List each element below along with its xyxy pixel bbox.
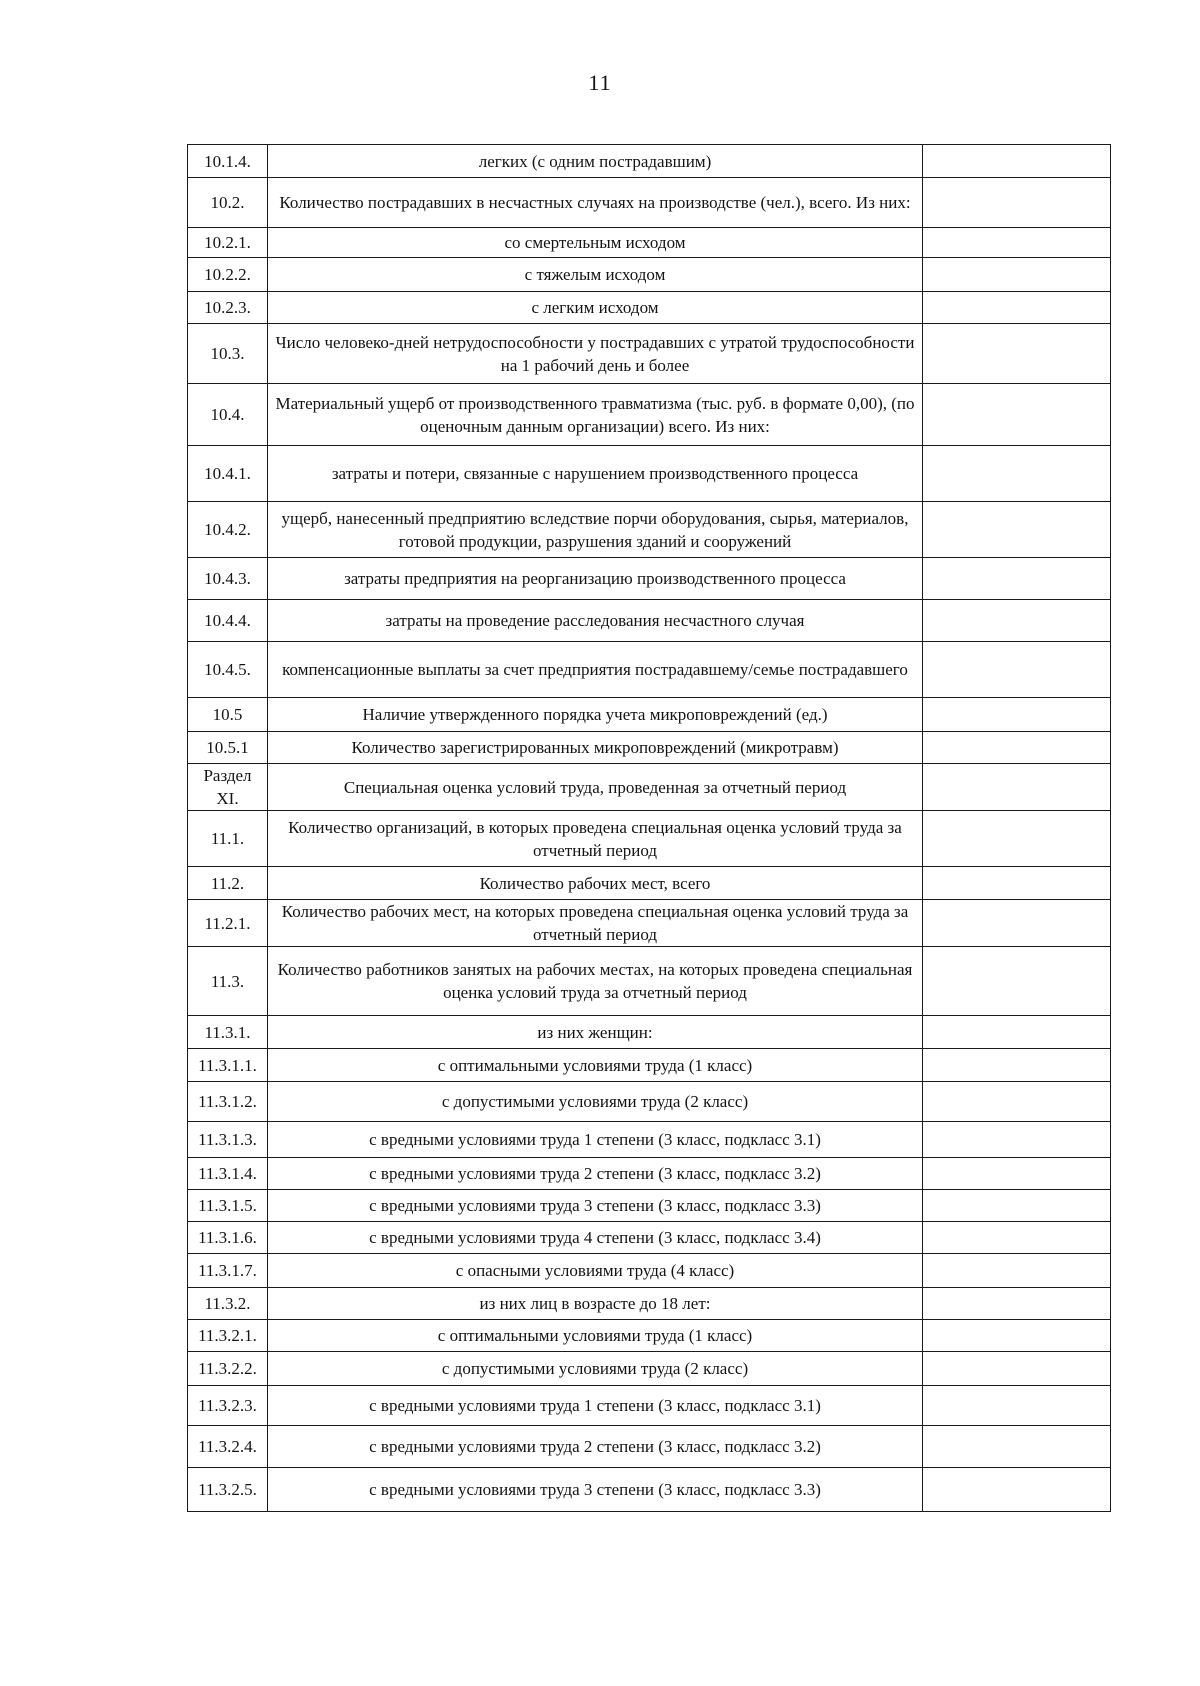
table-row (188, 292, 1111, 324)
table-row (188, 384, 1111, 446)
item-number-cell: 11.3.2.4. (188, 1426, 268, 1468)
value-input-cell[interactable] (923, 292, 1111, 324)
item-number-cell: Раздел XI. (188, 764, 268, 811)
item-number-cell: 10.4.2. (188, 502, 268, 558)
value-input-cell[interactable] (923, 1320, 1111, 1352)
item-number-cell: 11.3.2.2. (188, 1352, 268, 1386)
item-description-cell: Количество пострадавших в несчастных случаях на производстве (чел.), всего. Из них: (268, 178, 923, 228)
item-number-cell: 11.3.1.4. (188, 1158, 268, 1190)
item-number-cell: 11.2.1. (188, 900, 268, 947)
value-input-cell[interactable] (923, 324, 1111, 384)
item-number-cell: 11.1. (188, 811, 268, 867)
table-row (188, 732, 1111, 764)
item-description-cell: компенсационные выплаты за счет предприятия пострадавшему/семье пострадавшего (268, 642, 923, 698)
item-number-cell: 11.3.1. (188, 1016, 268, 1049)
table-row (188, 1254, 1111, 1288)
item-number-cell: 10.4.3. (188, 558, 268, 600)
value-input-cell[interactable] (923, 446, 1111, 502)
item-description-cell: с вредными условиями труда 1 степени (3 класс, подкласс 3.1) (268, 1386, 923, 1426)
table-row (188, 324, 1111, 384)
item-description-cell: с допустимыми условиями труда (2 класс) (268, 1352, 923, 1386)
value-input-cell[interactable] (923, 600, 1111, 642)
item-description-cell: Количество зарегистрированных микроповреждений (микротравм) (268, 732, 923, 764)
table-row (188, 1352, 1111, 1386)
item-description-cell: Количество рабочих мест, на которых проведена специальная оценка условий труда за отчетный период (268, 900, 923, 947)
report-table (187, 144, 1111, 1512)
value-input-cell[interactable] (923, 811, 1111, 867)
table-row (188, 178, 1111, 228)
item-number-cell: 10.5.1 (188, 732, 268, 764)
table-row (188, 502, 1111, 558)
item-number-cell: 10.4.1. (188, 446, 268, 502)
item-description-cell: с оптимальными условиями труда (1 класс) (268, 1049, 923, 1082)
item-description-cell: Число человеко-дней нетрудоспособности у пострадавших с утратой трудоспособности на 1 рабочий день и более (268, 324, 923, 384)
table-row (188, 867, 1111, 900)
item-description-cell: Материальный ущерб от производственного травматизма (тыс. руб. в формате 0,00), (по оценочным данным организации) всего. Из них: (268, 384, 923, 446)
item-number-cell: 10.5 (188, 698, 268, 732)
value-input-cell[interactable] (923, 867, 1111, 900)
item-description-cell: с вредными условиями труда 3 степени (3 класс, подкласс 3.3) (268, 1468, 923, 1512)
value-input-cell[interactable] (923, 1288, 1111, 1320)
item-description-cell: с опасными условиями труда (4 класс) (268, 1254, 923, 1288)
table-row (188, 446, 1111, 502)
item-number-cell: 11.3.1.3. (188, 1122, 268, 1158)
table-row (188, 558, 1111, 600)
item-number-cell: 10.2.1. (188, 228, 268, 258)
page-number: 11 (588, 70, 612, 95)
table-row (188, 600, 1111, 642)
value-input-cell[interactable] (923, 258, 1111, 292)
table-row (188, 642, 1111, 698)
item-number-cell: 11.3.1.5. (188, 1190, 268, 1222)
value-input-cell[interactable] (923, 1352, 1111, 1386)
item-number-cell: 11.3.2.5. (188, 1468, 268, 1512)
table-row (188, 1122, 1111, 1158)
table-row (188, 1016, 1111, 1049)
item-description-cell: Количество рабочих мест, всего (268, 867, 923, 900)
item-description-cell: затраты предприятия на реорганизацию производственного процесса (268, 558, 923, 600)
item-number-cell: 10.4. (188, 384, 268, 446)
item-number-cell: 10.2. (188, 178, 268, 228)
item-description-cell: со смертельным исходом (268, 228, 923, 258)
item-description-cell: Специальная оценка условий труда, проведенная за отчетный период (268, 764, 923, 811)
item-number-cell: 11.2. (188, 867, 268, 900)
value-input-cell[interactable] (923, 1254, 1111, 1288)
value-input-cell[interactable] (923, 947, 1111, 1016)
table-row (188, 1158, 1111, 1190)
table-row (188, 1426, 1111, 1468)
item-number-cell: 10.3. (188, 324, 268, 384)
table-row (188, 258, 1111, 292)
item-description-cell: из них лиц в возрасте до 18 лет: (268, 1288, 923, 1320)
value-input-cell[interactable] (923, 228, 1111, 258)
item-description-cell: затраты на проведение расследования несчастного случая (268, 600, 923, 642)
item-number-cell: 11.3. (188, 947, 268, 1016)
item-description-cell: Количество организаций, в которых проведена специальная оценка условий труда за отчетный период (268, 811, 923, 867)
table-row (188, 947, 1111, 1016)
table-row (188, 698, 1111, 732)
item-number-cell: 11.3.2.1. (188, 1320, 268, 1352)
item-number-cell: 10.2.3. (188, 292, 268, 324)
item-number-cell: 11.3.2. (188, 1288, 268, 1320)
item-description-cell: из них женщин: (268, 1016, 923, 1049)
item-description-cell: ущерб, нанесенный предприятию вследствие порчи оборудования, сырья, материалов, готовой продукции, разрушения зданий и сооружений (268, 502, 923, 558)
item-number-cell: 11.3.1.6. (188, 1222, 268, 1254)
item-number-cell: 11.3.2.3. (188, 1386, 268, 1426)
item-description-cell: затраты и потери, связанные с нарушением производственного процесса (268, 446, 923, 502)
value-input-cell[interactable] (923, 698, 1111, 732)
value-input-cell[interactable] (923, 1122, 1111, 1158)
table-row (188, 1468, 1111, 1512)
item-description-cell: с тяжелым исходом (268, 258, 923, 292)
table-row (188, 1222, 1111, 1254)
item-description-cell: Количество работников занятых на рабочих местах, на которых проведена специальная оценка условий труда за отчетный период (268, 947, 923, 1016)
table-row (188, 811, 1111, 867)
item-number-cell: 11.3.1.2. (188, 1082, 268, 1122)
value-input-cell[interactable] (923, 1016, 1111, 1049)
item-description-cell: с вредными условиями труда 1 степени (3 класс, подкласс 3.1) (268, 1122, 923, 1158)
value-input-cell[interactable] (923, 1386, 1111, 1426)
table-row (188, 1049, 1111, 1082)
item-description-cell: легких (с одним пострадавшим) (268, 145, 923, 178)
item-description-cell: с оптимальными условиями труда (1 класс) (268, 1320, 923, 1352)
table-row (188, 1288, 1111, 1320)
value-input-cell[interactable] (923, 1468, 1111, 1512)
value-input-cell[interactable] (923, 502, 1111, 558)
table-row (188, 764, 1111, 811)
value-input-cell[interactable] (923, 900, 1111, 947)
value-input-cell[interactable] (923, 384, 1111, 446)
value-input-cell[interactable] (923, 642, 1111, 698)
value-input-cell[interactable] (923, 1426, 1111, 1468)
value-input-cell[interactable] (923, 1082, 1111, 1122)
item-description-cell: с вредными условиями труда 3 степени (3 класс, подкласс 3.3) (268, 1190, 923, 1222)
table-row (188, 900, 1111, 947)
item-number-cell: 10.4.5. (188, 642, 268, 698)
item-number-cell: 11.3.1.7. (188, 1254, 268, 1288)
table-row (188, 1320, 1111, 1352)
item-number-cell: 10.4.4. (188, 600, 268, 642)
value-input-cell[interactable] (923, 1222, 1111, 1254)
item-number-cell: 10.1.4. (188, 145, 268, 178)
value-input-cell[interactable] (923, 1158, 1111, 1190)
value-input-cell[interactable] (923, 1049, 1111, 1082)
report-table-body (188, 145, 1111, 1512)
item-number-cell: 11.3.1.1. (188, 1049, 268, 1082)
item-description-cell: с вредными условиями труда 2 степени (3 класс, подкласс 3.2) (268, 1158, 923, 1190)
table-row (188, 228, 1111, 258)
value-input-cell[interactable] (923, 764, 1111, 811)
value-input-cell[interactable] (923, 1190, 1111, 1222)
value-input-cell[interactable] (923, 732, 1111, 764)
item-description-cell: с вредными условиями труда 4 степени (3 класс, подкласс 3.4) (268, 1222, 923, 1254)
item-description-cell: с допустимыми условиями труда (2 класс) (268, 1082, 923, 1122)
value-input-cell[interactable] (923, 178, 1111, 228)
item-description-cell: Наличие утвержденного порядка учета микроповреждений (ед.) (268, 698, 923, 732)
table-row (188, 145, 1111, 178)
item-description-cell: с легким исходом (268, 292, 923, 324)
item-number-cell: 10.2.2. (188, 258, 268, 292)
value-input-cell[interactable] (923, 558, 1111, 600)
table-row (188, 1386, 1111, 1426)
value-input-cell[interactable] (923, 145, 1111, 178)
item-description-cell: с вредными условиями труда 2 степени (3 класс, подкласс 3.2) (268, 1426, 923, 1468)
table-row (188, 1082, 1111, 1122)
table-row (188, 1190, 1111, 1222)
